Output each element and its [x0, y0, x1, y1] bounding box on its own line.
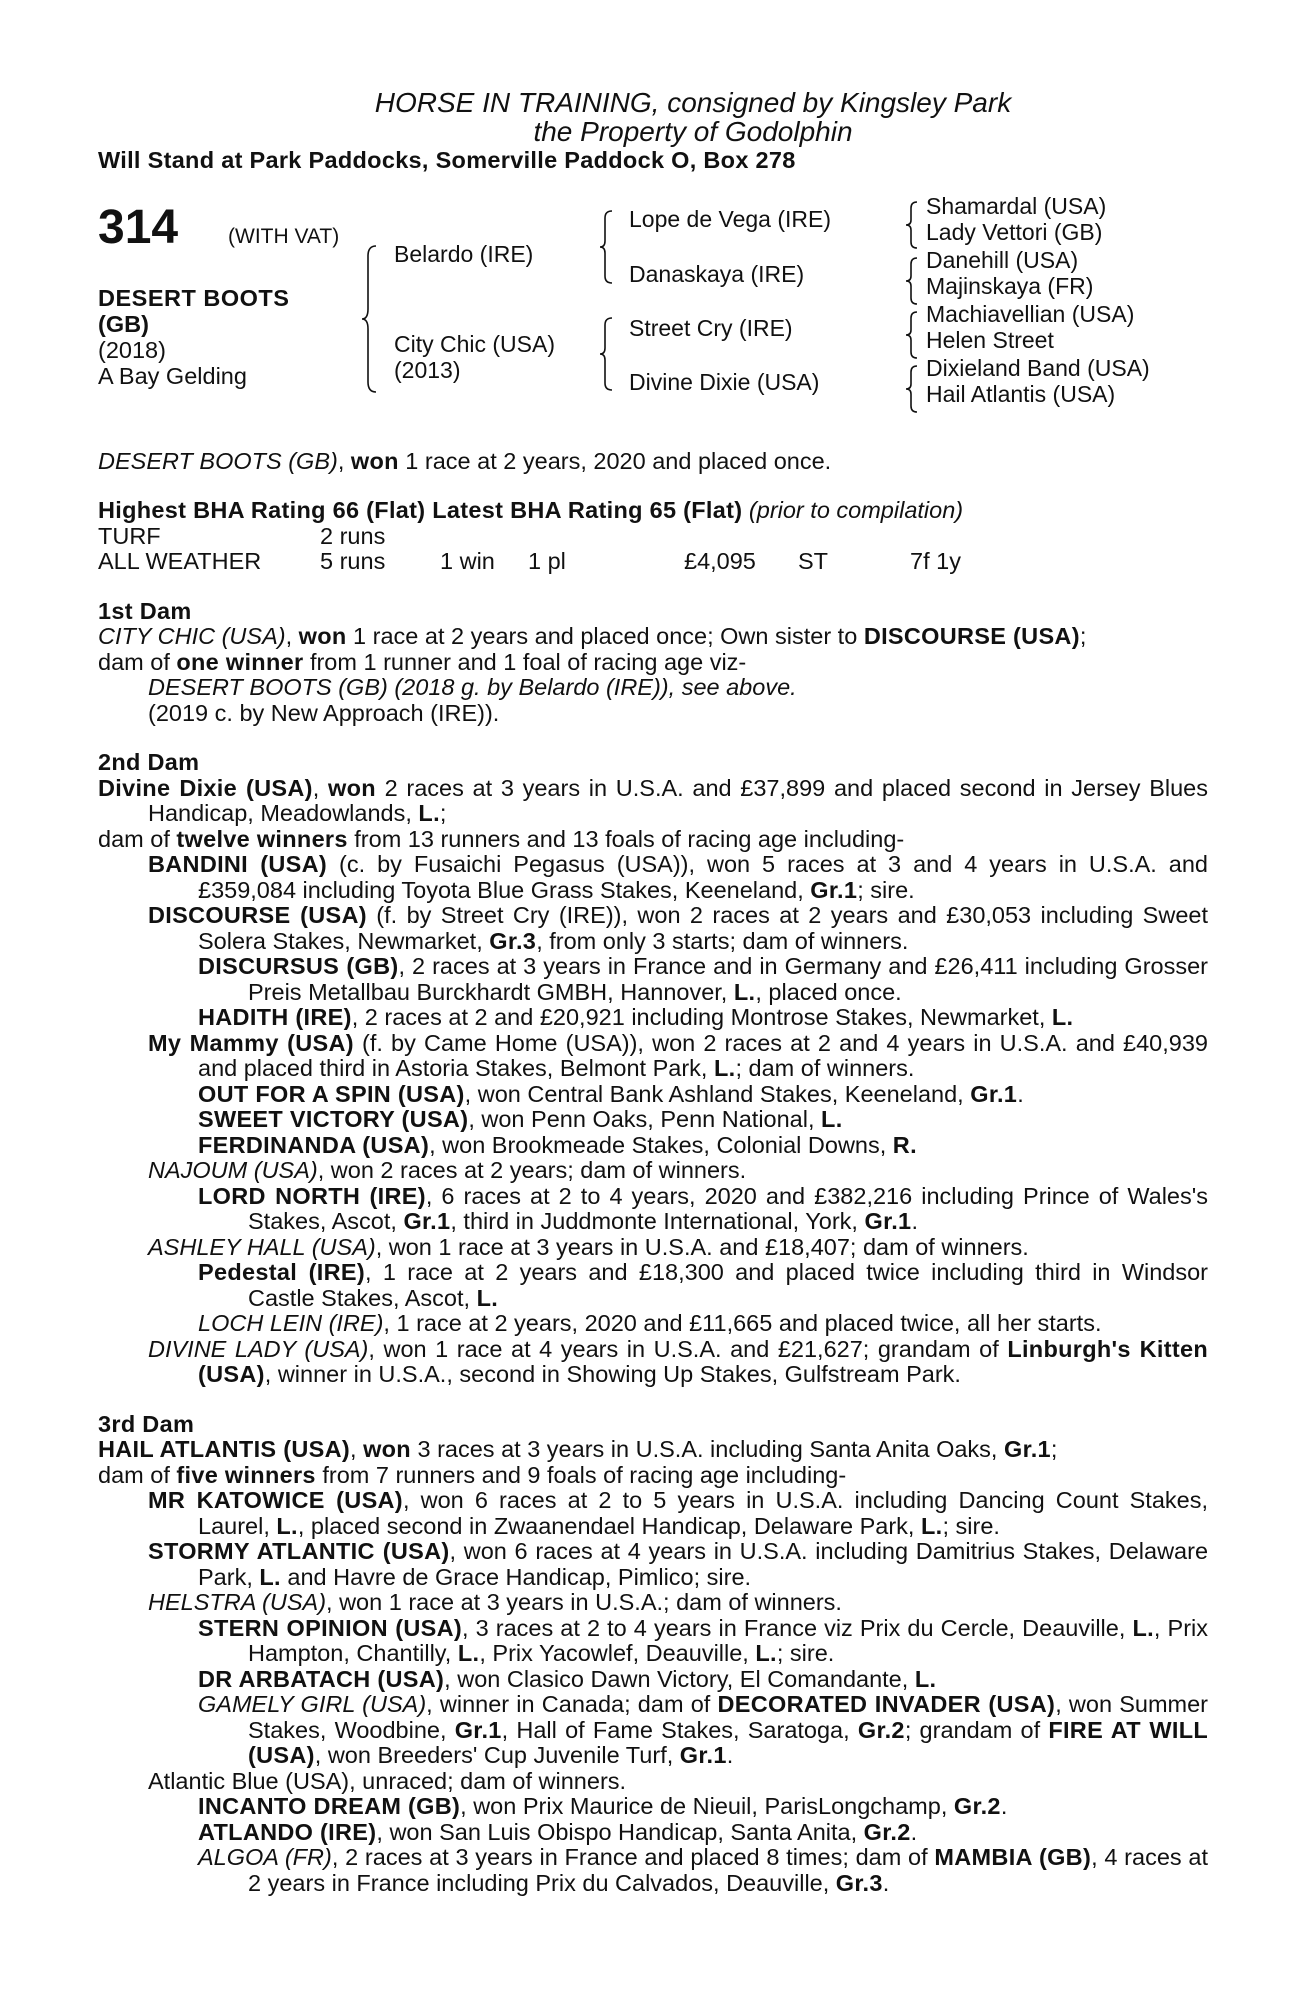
sire-dam-brace — [360, 244, 382, 394]
header-property: the Property of Godolphin — [533, 116, 853, 147]
first-dam-produce: dam of one winner from 1 runner and 1 foal of racing age viz- — [98, 648, 747, 675]
gen3-ssd: Lady Vettori (GB) — [926, 218, 1103, 245]
sire: Belardo (IRE) — [394, 240, 534, 267]
bha-ratings: Highest BHA Rating 66 (Flat) Latest BHA Rating 65 (Flat) (prior to compilation) — [98, 497, 964, 523]
entry-discursus: DISCURSUS (GB), 2 races at 3 years in France and in Germany and £26,411 including Grosser Preis Metallbau Burckhardt GMBH, Hannover, L., placed once. — [198, 953, 1208, 1005]
first-dam-foal-2019: (2019 c. by New Approach (IRE)). — [148, 699, 500, 726]
entry-helstra: HELSTRA (USA), won 1 race at 3 years in U.S.A.; dam of winners. — [148, 1589, 842, 1615]
lot-pedigree-block — [98, 192, 1208, 449]
entry-stormy-atlantic: STORMY ATLANTIC (USA), won 6 races at 4 years in U.S.A. including Damitrius Stakes, Delaware Park, L. and Havre de Grace Handicap, Pimlico; sire. — [148, 1538, 1209, 1590]
gen3-ddd: Hail Atlantis (USA) — [926, 380, 1116, 407]
lot-number: 314 — [98, 200, 179, 254]
dam-year: (2013) — [394, 356, 461, 383]
dam: City Chic (USA) — [394, 330, 556, 357]
sire-sire: Lope de Vega (IRE) — [629, 205, 832, 232]
all-weather-record: ALL WEATHER 5 runs 1 win 1 pl £4,095 ST 7f 1y — [98, 547, 961, 574]
entry-gamely-girl: GAMELY GIRL (USA), winner in Canada; dam of DECORATED INVADER (USA), won Summer Stakes, Woodbine, Gr.1, Hall of Fame Stakes, Saratoga, Gr.2; grandam of FIRE AT WILL (USA), won Breeders' Cup Juvenile Turf, Gr.1. — [198, 1691, 1209, 1768]
gen3-dss: Machiavellian (USA) — [926, 300, 1135, 327]
header-consignor: HORSE IN TRAINING, consigned by Kingsley Park — [374, 87, 1012, 118]
entry-mr-katowice: MR KATOWICE (USA), won 6 races at 2 to 5 years in U.S.A. including Dancing Count Stakes, Laurel, L., placed second in Zwaanendael Handicap, Delaware Park, L.; sire. — [148, 1487, 1208, 1539]
entry-incanto-dream: INCANTO DREAM (GB), won Prix Maurice de Nieuil, ParisLongchamp, Gr.2. — [198, 1793, 1008, 1819]
turf-record: TURF 2 runs — [98, 522, 386, 549]
entry-divine-lady: DIVINE LADY (USA), won 1 race at 4 years in U.S.A. and £21,627; grandam of Linburgh's Kitten (USA), winner in U.S.A., second in Showing Up Stakes, Gulfstream Park. — [148, 1335, 1208, 1387]
first-dam-heading: 1st Dam — [98, 597, 192, 624]
gen3-dds: Dixieland Band (USA) — [926, 354, 1150, 381]
horse-year: (2018) — [98, 336, 166, 363]
sire-dam: Danaskaya (IRE) — [629, 260, 805, 287]
gen3-sdd: Majinskaya (FR) — [926, 272, 1094, 299]
third-dam-heading: 3rd Dam — [98, 1410, 195, 1437]
dd-brace — [904, 364, 922, 414]
gen3-sds: Danehill (USA) — [926, 246, 1079, 273]
header-location: Will Stand at Park Paddocks, Somerville Paddock O, Box 278 — [98, 147, 796, 173]
gen3-sss: Shamardal (USA) — [926, 192, 1107, 219]
sd-brace — [904, 256, 922, 306]
entry-atlando: ATLANDO (IRE), won San Luis Obispo Handicap, Santa Anita, Gr.2. — [198, 1818, 918, 1845]
dam-brace — [598, 316, 618, 392]
horse-description: A Bay Gelding — [98, 362, 247, 389]
dam-dam: Divine Dixie (USA) — [629, 368, 820, 395]
entry-bandini: BANDINI (USA) (c. by Fusaichi Pegasus (USA)), won 5 races at 3 and 4 years in U.S.A. and £359,084 including Toyota Blue Grass Stakes, Keeneland, Gr.1; sire. — [148, 851, 1209, 903]
entry-out-for-a-spin: OUT FOR A SPIN (USA), won Central Bank Ashland Stakes, Keeneland, Gr.1. — [198, 1080, 1024, 1107]
second-dam-record: Divine Dixie (USA), won 2 races at 3 years in U.S.A. and £37,899 and placed second in Jersey Blues Handicap, Meadowlands, L.; — [98, 774, 1208, 826]
entry-najoum: NAJOUM (USA), won 2 races at 2 years; dam of winners. — [148, 1157, 747, 1183]
entry-lord-north: LORD NORTH (IRE), 6 races at 2 to 4 years, 2020 and £382,216 including Prince of Wales's Stakes, Ascot, Gr.1, third in Juddmonte International, York, Gr.1. — [198, 1182, 1208, 1234]
horse-origin: (GB) — [98, 310, 149, 337]
entry-dr-arbatach: DR ARBATACH (USA), won Clasico Dawn Victory, El Comandante, L. — [198, 1665, 937, 1692]
ds-brace — [904, 310, 922, 360]
gen3-dsd: Helen Street — [926, 326, 1054, 353]
entry-stern-opinion: STERN OPINION (USA), 3 races at 2 to 4 years in France viz Prix du Cercle, Deauville, L., Prix Hampton, Chantilly, L., Prix Yacowlef, Deauville, L.; sire. — [198, 1614, 1208, 1666]
second-dam-heading: 2nd Dam — [98, 749, 200, 775]
dam-sire: Street Cry (IRE) — [629, 314, 793, 341]
entry-pedestal: Pedestal (IRE), 1 race at 2 years and £18,300 and placed twice including third in Windsor Castle Stakes, Ascot, L. — [198, 1259, 1208, 1311]
entry-ashley-hall: ASHLEY HALL (USA), won 1 race at 3 years in U.S.A. and £18,407; dam of winners. — [148, 1233, 1029, 1260]
vat-note: (WITH VAT) — [228, 224, 340, 248]
entry-sweet-victory: SWEET VICTORY (USA), won Penn Oaks, Penn National, L. — [198, 1106, 843, 1132]
ss-brace — [904, 200, 922, 250]
first-dam-foal-2018: DESERT BOOTS (GB) (2018 g. by Belardo (IRE)), see above. — [148, 674, 797, 700]
entry-loch-lein: LOCH LEIN (IRE), 1 race at 2 years, 2020 and £11,665 and placed twice, all her starts. — [198, 1310, 1102, 1336]
third-dam-record: HAIL ATLANTIS (USA), won 3 races at 3 years in U.S.A. including Santa Anita Oaks, Gr.1; — [98, 1436, 1058, 1462]
second-dam-produce: dam of twelve winners from 13 runners and 13 foals of racing age including- — [98, 825, 905, 852]
third-dam-produce: dam of five winners from 7 runners and 9 foals of racing age including- — [98, 1461, 847, 1488]
entry-hadith: HADITH (IRE), 2 races at 2 and £20,921 including Montrose Stakes, Newmarket, L. — [198, 1004, 1074, 1030]
entry-ferdinanda: FERDINANDA (USA), won Brookmeade Stakes, Colonial Downs, R. — [198, 1131, 917, 1158]
catalogue-page — [98, 88, 1208, 1896]
entry-algoa: ALGOA (FR), 2 races at 3 years in France and placed 8 times; dam of MAMBIA (GB), 4 races at 2 years in France including Prix du Calvados, Deauville, Gr.3. — [198, 1844, 1208, 1896]
race-summary: DESERT BOOTS (GB), won 1 race at 2 years, 2020 and placed once. — [98, 447, 832, 474]
entry-discourse: DISCOURSE (USA) (f. by Street Cry (IRE)), won 2 races at 2 years and £30,053 including Sweet Solera Stakes, Newmarket, Gr.3, from only 3 starts; dam of winners. — [148, 902, 1208, 954]
first-dam-record: CITY CHIC (USA), won 1 race at 2 years and placed once; Own sister to DISCOURSE (USA); — [98, 623, 1087, 649]
sire-brace — [598, 209, 618, 285]
entry-my-mammy: My Mammy (USA) (f. by Came Home (USA)), won 2 races at 2 and 4 years in U.S.A. and £40,939 and placed third in Astoria Stakes, Belmont Park, L.; dam of winners. — [148, 1029, 1208, 1081]
horse-name: DESERT BOOTS — [98, 284, 290, 311]
entry-atlantic-blue: Atlantic Blue (USA), unraced; dam of winners. — [148, 1767, 627, 1794]
